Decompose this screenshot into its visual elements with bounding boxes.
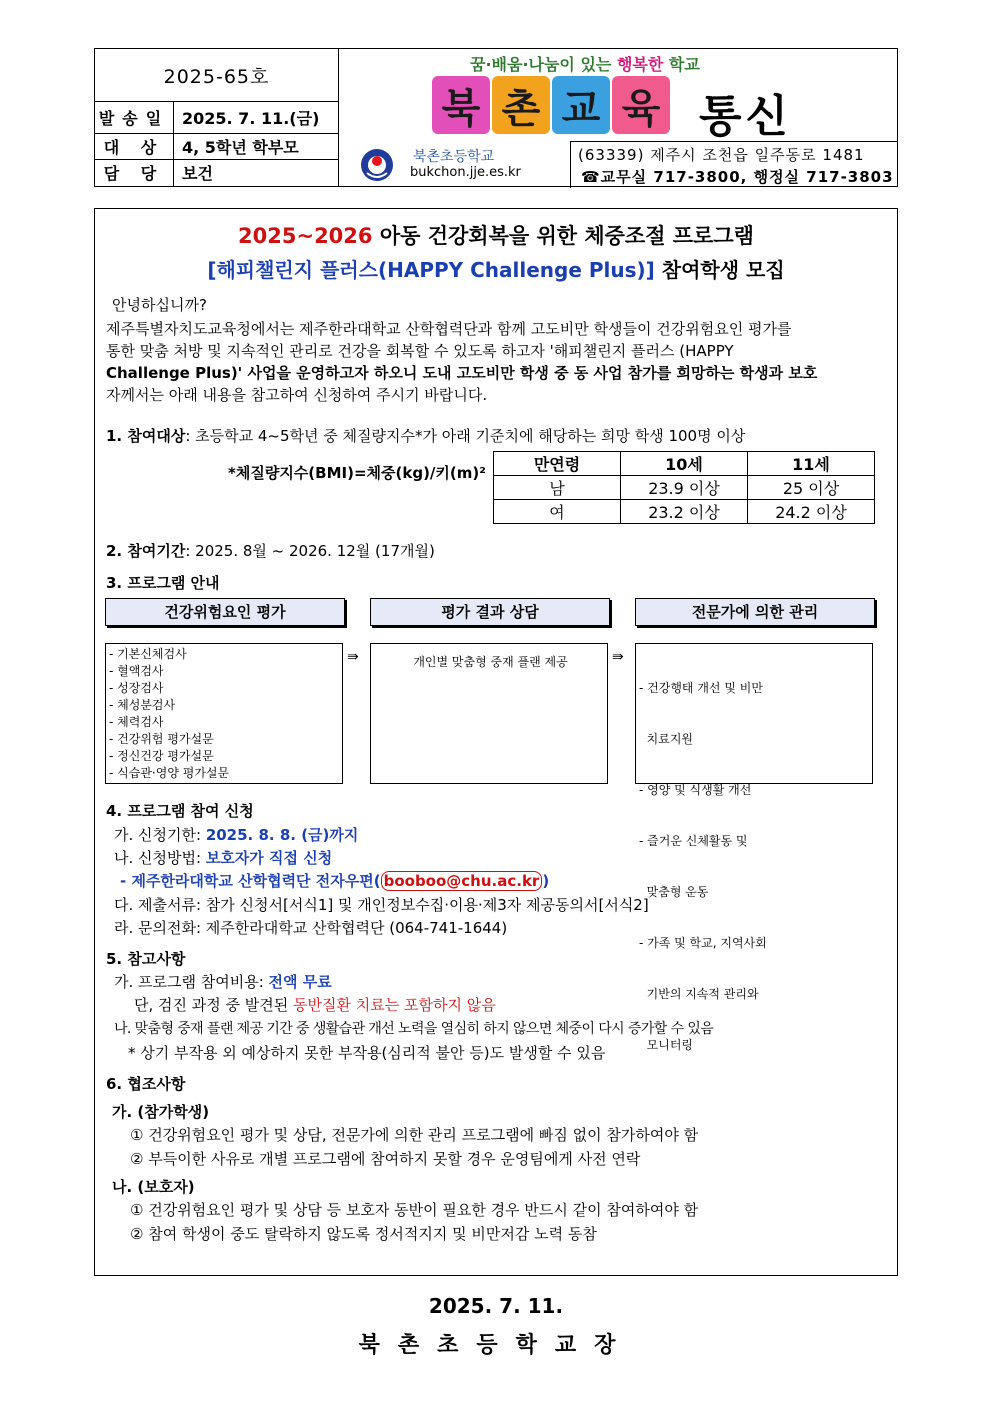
- list-item: - 혈액검사: [109, 664, 164, 678]
- section-application: 4. 프로그램 참여 신청: [106, 802, 254, 820]
- signature-date: 2025. 7. 11.: [428, 1294, 564, 1318]
- table-cell: 23.9 이상: [621, 476, 748, 500]
- send-date-value: 2025. 7. 11.(금): [182, 108, 320, 128]
- manager-value: 보건: [182, 164, 213, 183]
- logo-char: 북: [432, 76, 490, 134]
- table-cell: 남: [494, 476, 621, 500]
- bmi-formula: *체질량지수(BMI)=체중(kg)/키(m)²: [228, 464, 486, 482]
- parent-label: 나. (보호자): [112, 1178, 195, 1196]
- section-program-guide: 3. 프로그램 안내: [106, 574, 220, 592]
- section-notes: 5. 참고사항: [106, 950, 186, 968]
- list-item: - 건강행태 개선 및 비만: [639, 681, 763, 695]
- list-item: 치료지원: [639, 732, 693, 746]
- application-email-link[interactable]: booboo@chu.ac.kr: [381, 871, 543, 891]
- logo-char: 촌: [492, 76, 550, 134]
- intro-line: 통한 맞춤 처방 및 지속적인 관리로 건강을 회복할 수 있도록 하고자 '해피챌린지 플러스 (HAPPY: [106, 342, 734, 360]
- student-label: 가. (참가학생): [112, 1103, 210, 1121]
- manager-row: [95, 159, 338, 186]
- table-cell: 25 이상: [748, 476, 875, 500]
- principal-signature: 북촌초등학교장: [358, 1333, 634, 1358]
- intro-line: Challenge Plus)' 사업을 운영하고자 하오니 도내 고도비만 학생 중 동 사업 참가를 희망하는 학생과 보호: [106, 364, 818, 382]
- bmi-criteria-table: [493, 451, 875, 524]
- table-header: 만연령: [494, 452, 621, 476]
- logo-char: 교: [552, 76, 610, 134]
- table-row: [494, 476, 875, 500]
- table-header: 10세: [621, 452, 748, 476]
- table-row: [494, 500, 875, 524]
- student-duty: ① 건강위험요인 평가 및 상담, 전문가에 의한 관리 프로그램에 빠짐 없이 참가하여야 함: [130, 1126, 699, 1144]
- header-info-table: [95, 49, 339, 186]
- assessment-list: [105, 643, 343, 784]
- table-header: 11세: [748, 452, 875, 476]
- cost-exception: 단, 검진 과정 중 발견된 동반질환 치료는 포함하지 않음: [134, 996, 496, 1014]
- target-row: [95, 133, 338, 160]
- list-item: 개인별 맞춤형 중재 플랜 제공: [413, 655, 568, 669]
- section-period: 2. 참여기간: 2025. 8월 ~ 2026. 12월 (17개월): [106, 542, 435, 560]
- flow-arrow-icon: ⇛: [347, 649, 359, 665]
- newsletter-title: 통신: [699, 91, 793, 142]
- weight-regain-note: 나. 맞춤형 중재 플랜 제공 기간 중 생활습관 개선 노력을 열심히 하지 않으면 체중이 다시 증가할 수 있음: [114, 1021, 714, 1037]
- list-item: - 정신건강 평가설문: [109, 749, 214, 763]
- school-phones: ☎교무실 717-3800, 행정실 717-3803: [581, 168, 894, 186]
- required-documents: 다. 제출서류: 참가 신청서[서식1] 및 개인정보수집·이용·제3자 제공동의서[서식2]: [114, 896, 649, 914]
- logo-char: 육: [612, 76, 670, 134]
- school-emblem-icon: [359, 147, 395, 183]
- application-deadline: 가. 신청기한: 2025. 8. 8. (금)까지: [114, 826, 359, 844]
- target-key: 대 상: [95, 133, 174, 159]
- list-item: 맞춤형 운동: [639, 885, 709, 899]
- list-item: - 체성분검사: [109, 698, 176, 712]
- table-cell: 여: [494, 500, 621, 524]
- parent-duty: ② 참여 학생이 중도 탈락하지 않도록 정서적지지 및 비만저감 노력 동참: [130, 1225, 597, 1243]
- list-item: - 성장검사: [109, 681, 164, 695]
- list-item: - 식습관·영양 평가설문: [109, 766, 230, 780]
- table-cell: 24.2 이상: [748, 500, 875, 524]
- cost-note: 가. 프로그램 참여비용: 전액 무료: [114, 973, 332, 991]
- parent-duty: ① 건강위험요인 평가 및 상담 등 보호자 동반이 필요한 경우 반드시 같이 참여하여야 함: [130, 1201, 699, 1219]
- flow-step-management: 전문가에 의한 관리: [635, 598, 875, 626]
- section-participants: 1. 참여대상: 초등학교 4~5학년 중 체질량지수*가 아래 기준치에 해당하는 희망 학생 100명 이상: [106, 427, 746, 445]
- flow-step-consultation: 평가 결과 상담: [370, 598, 610, 626]
- list-item: - 가족 및 학교, 지역사회: [639, 936, 767, 950]
- contact-phone: 라. 문의전화: 제주한라대학교 산학협력단 (064-741-1644): [114, 919, 508, 937]
- intro-greeting: 안녕하십니까?: [112, 296, 207, 314]
- list-item: 모니터링: [639, 1038, 693, 1052]
- school-url[interactable]: bukchon.jje.es.kr: [410, 165, 521, 180]
- list-item: - 체력검사: [109, 715, 164, 729]
- intro-line: 제주특별자치도교육청에서는 제주한라대학교 산학협력단과 함께 고도비만 학생들이 건강위험요인 평가를: [106, 320, 792, 338]
- target-value: 4, 5학년 학부모: [182, 137, 299, 157]
- school-slogan: 꿈·배움·나눔이 있는 행복한 학교: [470, 55, 700, 74]
- consultation-box: [370, 643, 608, 784]
- list-item: 기반의 지속적 관리와: [639, 987, 759, 1001]
- school-name: 북촌초등학교: [413, 149, 495, 165]
- send-date-key: 발송일: [95, 101, 174, 133]
- management-list: [635, 643, 873, 1052]
- application-method: 나. 신청방법: 보호자가 직접 신청: [114, 849, 333, 867]
- newsletter-logo: [432, 76, 672, 134]
- intro-line: 자께서는 아래 내용을 참고하여 신청하여 주시기 바랍니다.: [106, 386, 488, 404]
- list-item: - 건강위험 평가설문: [109, 732, 214, 746]
- flow-arrow-icon: ⇛: [612, 649, 624, 665]
- student-duty: ② 부득이한 사유로 개별 프로그램에 참여하지 못할 경우 운영팀에게 사전 연락: [130, 1150, 641, 1168]
- main-title: 2025~2026 아동 건강회복을 위한 체중조절 프로그램: [238, 224, 754, 248]
- application-email-line: - 제주한라대학교 산학협력단 전자우편( booboo@chu.ac.kr ): [120, 872, 550, 890]
- table-cell: 23.2 이상: [621, 500, 748, 524]
- list-item: - 영양 및 식생활 개선: [639, 783, 752, 797]
- list-item: - 즐거운 신체활동 및: [639, 834, 748, 848]
- main-subtitle: [해피챌린지 플러스(HAPPY Challenge Plus)] 참여학생 모집: [207, 258, 785, 282]
- school-address: (63339) 제주시 조천읍 일주동로 1481: [578, 146, 865, 164]
- manager-key: 담 당: [95, 159, 174, 186]
- side-effect-note: * 상기 부작용 외 예상하지 못한 부작용(심리적 불안 등)도 발생할 수 있음: [128, 1044, 606, 1062]
- send-date-row: [95, 101, 338, 134]
- flow-step-assessment: 건강위험요인 평가: [105, 598, 345, 626]
- list-item: - 기본신체검사: [109, 647, 187, 661]
- section-cooperation: 6. 협조사항: [106, 1075, 186, 1093]
- table-header-row: [494, 452, 875, 476]
- issue-number: 2025-65호: [95, 49, 338, 102]
